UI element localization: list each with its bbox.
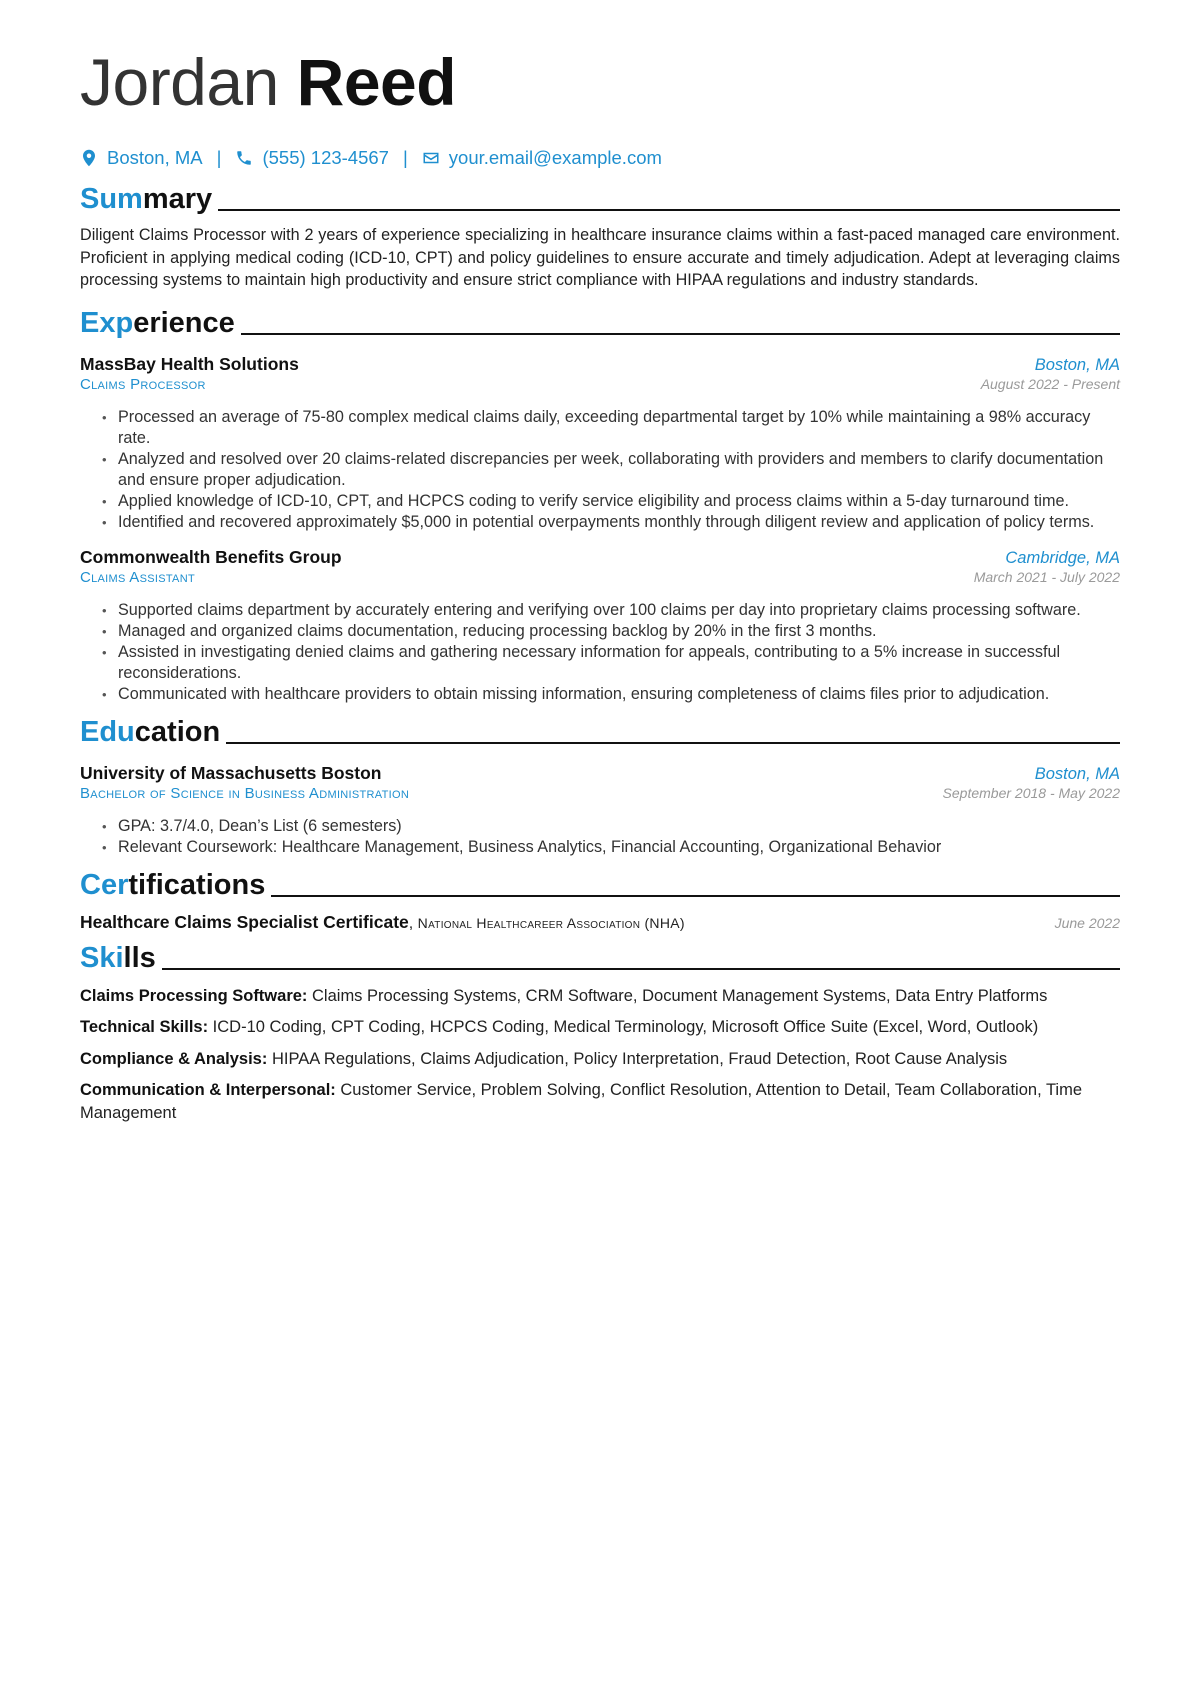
list-item: • Assisted in investigating denied claims and gathering necessary information for appeals, contributing to a 5% increase in successful reconsiderations. [102,642,1120,684]
job-entry [80,352,1120,533]
title-rest: mary [142,183,213,215]
skill-row [80,985,1120,1008]
job-dates: March 2021 - July 2022 [973,568,1120,585]
title-accent: Cer [80,868,129,901]
education-bullets [80,816,1120,858]
skill-row [80,1048,1120,1071]
education-dates: September 2018 - May 2022 [942,784,1120,801]
section-title-skills [80,941,1120,975]
certification-issuer: National Healthcareer Association (NHA) [417,914,685,931]
skill-value: ICD-10 Coding, CPT Coding, HCPCS Coding, Medical Terminology, Microsoft Office Suite (Excel, Word, Outlook) [212,1018,1039,1036]
list-item: • GPA: 3.7/4.0, Dean’s List (6 semesters) [102,816,1120,837]
contact-phone[interactable] [235,147,389,169]
map-pin-icon [80,149,98,167]
skill-label: Communication & Interpersonal: [80,1081,336,1099]
title-rest: cation [134,715,221,748]
job-bullets [80,600,1120,705]
school-location: Boston, MA [1034,764,1120,783]
title-rest: tifications [128,868,266,901]
education-entry [80,761,1120,858]
section-title-experience [80,306,1120,340]
section-title-summary [80,182,1120,216]
section-rule [271,895,1120,897]
job-role: Claims Processor [80,375,206,393]
list-item: • Processed an average of 75-80 complex medical claims daily, exceeding departmental target by 10% while maintaining a 98% accuracy rate. [102,407,1120,449]
title-rest: lls [123,941,156,974]
skill-value: HIPAA Regulations, Claims Adjudication, Policy Interpretation, Fraud Detection, Root Cause Analysis [271,1049,1008,1068]
title-accent: Edu [80,715,135,748]
envelope-icon [422,149,440,167]
list-item: • Managed and organized claims documentation, reducing processing backlog by 20% in the first 3 months. [102,621,1120,642]
last-name: Reed [296,45,457,119]
certification-name: Healthcare Claims Specialist Certificate [80,911,409,932]
skill-label: Claims Processing Software: [80,986,308,1005]
job-location: Boston, MA [1034,355,1120,374]
list-item: • Communicated with healthcare providers to obtain missing information, ensuring completeness of claims files prior to adjudication. [102,684,1120,705]
contact-location [80,147,203,169]
job-entry [80,545,1120,705]
certification-entry [80,912,1120,933]
job-location: Cambridge, MA [1005,548,1120,567]
phone-icon [235,149,253,167]
skills-list [80,985,1120,1125]
certification-date: June 2022 [1054,914,1120,931]
job-org: Commonwealth Benefits Group [80,546,342,567]
list-item: • Applied knowledge of ICD-10, CPT, and HCPCS coding to verify service eligibility and process claims within a 5-day turnaround time. [102,491,1120,512]
title-accent: Sum [80,183,143,215]
skill-label: Compliance & Analysis: [80,1049,268,1068]
location-text: Boston, MA [107,147,203,168]
phone-text: (555) 123-4567 [262,147,389,168]
job-bullets [80,407,1120,533]
title-rest: erience [133,306,235,339]
list-item: • Analyzed and resolved over 20 claims-related discrepancies per week, collaborating with providers and members to clarify documentation and ensure proper adjudication. [102,449,1120,491]
section-rule [162,968,1120,970]
job-dates: August 2022 - Present [980,375,1120,392]
list-item: • Relevant Coursework: Healthcare Management, Business Analytics, Financial Accounting, Organizational Behavior [102,837,1120,858]
skill-value: Customer Service, Problem Solving, Conflict Resolution, Attention to Detail, Team Collaboration, Time Management [80,1081,1082,1122]
skill-label: Technical Skills: [80,1018,209,1036]
list-item: • Identified and recovered approximately $5,000 in potential overpayments monthly through diligent review and application of policy terms. [102,512,1120,533]
job-role: Claims Assistant [80,568,195,586]
skill-row [80,1079,1120,1124]
skill-row [80,1016,1120,1039]
title-accent: Exp [80,306,134,339]
contact-bar [80,144,1120,172]
section-rule [226,742,1120,744]
summary-text: Diligent Claims Processor with 2 years of experience specializing in healthcare insurance claims within a fast-paced managed care environment. Proficient in applying medical coding (ICD-10, CPT) and policy guidelines to ensure accurate and timely adjudication. Adept at leveraging claims processing systems to maintain high productivity and ensure strict compliance with HIPAA regulations and industry standards. [80,226,1120,289]
job-org: MassBay Health Solutions [80,353,299,374]
email-text: your.email@example.com [448,147,662,168]
list-item: • Supported claims department by accurately entering and verifying over 100 claims per day into proprietary claims processing software. [102,600,1120,621]
certification-comma: , [408,914,414,932]
contact-separator: | [402,147,408,168]
section-rule [218,209,1120,211]
skill-value: Claims Processing Systems, CRM Software, Document Management Systems, Data Entry Platforms [312,986,1048,1005]
first-name: Jordan [80,45,279,119]
section-rule [241,333,1120,335]
title-accent: Ski [80,941,124,974]
candidate-name [80,0,1120,122]
section-title-certifications [80,868,1120,902]
contact-email[interactable] [422,147,662,169]
section-title-education [80,715,1120,749]
degree: Bachelor of Science in Business Administration [80,784,410,802]
contact-separator: | [216,147,222,168]
school-name: University of Massachusetts Boston [80,762,382,783]
